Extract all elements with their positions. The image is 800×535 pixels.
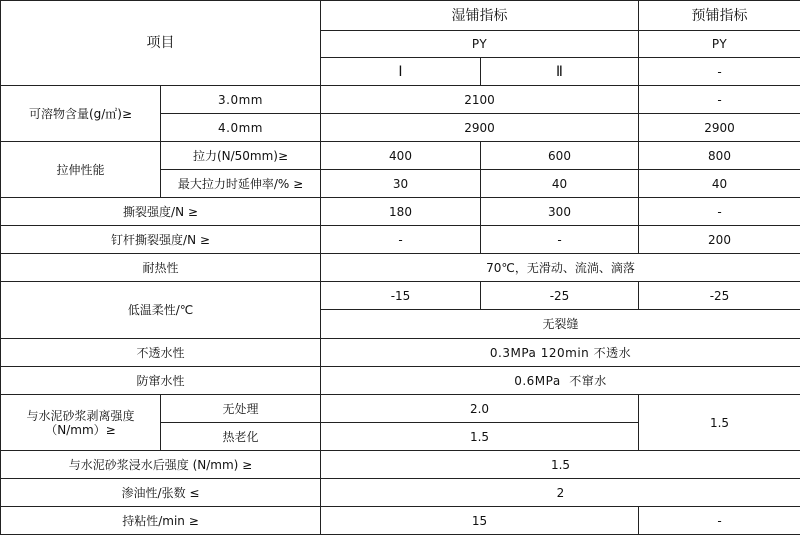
tensile-elong-sub: 最大拉力时延伸率/% ≥ [161,170,321,198]
low-temp-label: 低温柔性/℃ [1,282,321,339]
anti-channel-label: 防窜水性 [1,367,321,395]
tensile-force-pre: 800 [639,142,800,170]
tear-pre: - [639,198,800,226]
table-row [1,198,800,226]
tack-wet: 15 [321,507,639,535]
item-header: 项目 [1,1,321,86]
table-row [1,395,800,423]
tensile-force-sub: 拉力(N/50mm)≥ [161,142,321,170]
peel-aged-sub: 热老化 [161,423,321,451]
pre-grade-header: - [639,58,800,86]
table-row [1,507,800,535]
wet-grade-2-header: Ⅱ [481,58,639,86]
tear-w1: 180 [321,198,481,226]
soluble-3mm-sub: 3.0mm [161,86,321,114]
soluble-3mm-pre: - [639,86,800,114]
tensile-label: 拉伸性能 [1,142,161,198]
nail-tear-label: 钉杆撕裂强度/N ≥ [1,226,321,254]
nail-tear-w1: - [321,226,481,254]
peel-untreated-sub: 无处理 [161,395,321,423]
tensile-elong-w1: 30 [321,170,481,198]
soak-value: 1.5 [321,451,800,479]
soluble-4mm-sub: 4.0mm [161,114,321,142]
table-row [1,367,800,395]
heat-value: 70℃，无滑动、流淌、滴落 [321,254,800,282]
impermeable-label: 不透水性 [1,339,321,367]
nail-tear-w2: - [481,226,639,254]
tack-pre: - [639,507,800,535]
tensile-elong-pre: 40 [639,170,800,198]
table-row [1,86,800,114]
table-row [1,142,800,170]
table-row [1,254,800,282]
soak-label: 与水泥砂浆浸水后强度 (N/mm) ≥ [1,451,321,479]
peel-aged-wet: 1.5 [321,423,639,451]
table-row [1,339,800,367]
tensile-force-w1: 400 [321,142,481,170]
low-temp-result: 无裂缝 [321,310,800,339]
nail-tear-pre: 200 [639,226,800,254]
tear-label: 撕裂强度/N ≥ [1,198,321,226]
oil-value: 2 [321,479,800,507]
soluble-4mm-wet: 2900 [321,114,639,142]
tensile-elong-w2: 40 [481,170,639,198]
table-row [1,226,800,254]
impermeable-value: 0.3MPa 120min 不透水 [321,339,800,367]
heat-label: 耐热性 [1,254,321,282]
anti-channel-value: 0.6MPa 不窜水 [321,367,800,395]
tack-label: 持粘性/min ≥ [1,507,321,535]
table-row [1,451,800,479]
low-temp-w1: -15 [321,282,481,310]
wet-group-header: 湿铺指标 [321,1,639,31]
peel-pre: 1.5 [639,395,800,451]
soluble-3mm-wet: 2100 [321,86,639,114]
header-row-1 [1,1,800,31]
peel-label: 与水泥砂浆剥离强度（N/mm）≥ [1,395,161,451]
low-temp-pre: -25 [639,282,800,310]
peel-untreated-wet: 2.0 [321,395,639,423]
wet-grade-1-header: Ⅰ [321,58,481,86]
pre-group-header: 预铺指标 [639,1,800,31]
tensile-force-w2: 600 [481,142,639,170]
soluble-4mm-pre: 2900 [639,114,800,142]
wet-type-header: PY [321,31,639,58]
table-row [1,479,800,507]
low-temp-w2: -25 [481,282,639,310]
table-row [1,282,800,310]
pre-type-header: PY [639,31,800,58]
soluble-label: 可溶物含量(g/㎡)≥ [1,86,161,142]
oil-label: 渗油性/张数 ≤ [1,479,321,507]
tear-w2: 300 [481,198,639,226]
